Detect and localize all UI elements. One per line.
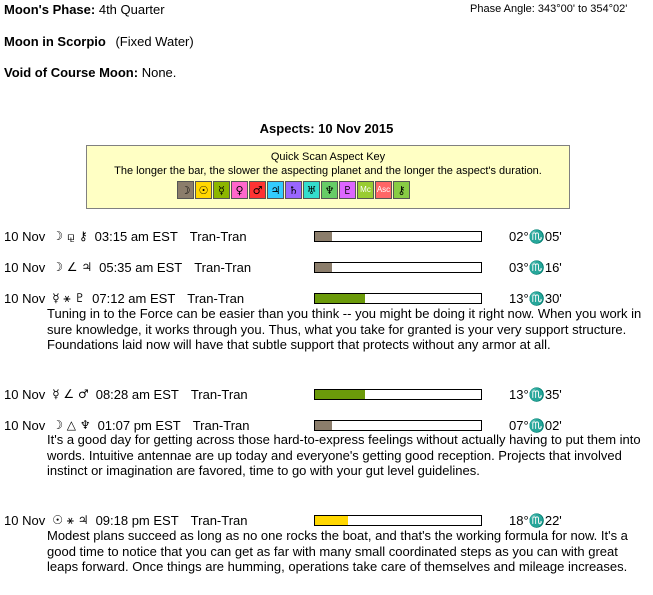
aspect-date: 10 Nov xyxy=(4,417,46,433)
aspect-duration-bar-fill xyxy=(315,232,332,241)
void-label: Void of Course Moon: xyxy=(4,65,139,80)
aspect-key-box xyxy=(86,145,570,209)
aspect-time: 05:35 am EST xyxy=(99,259,183,275)
aspect-position: 13°♏30' xyxy=(509,291,562,306)
aspect-date: 10 Nov xyxy=(4,290,46,306)
aspect-key-swatch: ⚷ xyxy=(393,181,410,199)
aspect-key-swatch: Mc xyxy=(357,181,374,199)
aspect-key-swatch: ♂ xyxy=(249,181,266,199)
aspect-key-swatch: ☉ xyxy=(195,181,212,199)
aspect-position: 03°♏16' xyxy=(509,260,562,275)
aspect-duration-bar xyxy=(314,515,482,526)
aspect-glyphs: ☽ ⚼ ⚷ xyxy=(52,228,88,243)
aspect-duration-bar xyxy=(314,420,482,431)
aspect-glyphs: ☿ ⚹ ♇ xyxy=(52,290,86,305)
aspect-date: 10 Nov xyxy=(4,386,46,402)
moon-phase xyxy=(4,2,165,17)
aspect-glyphs: ☽ ∠ ♃ xyxy=(52,260,93,274)
void-value: None. xyxy=(141,65,177,80)
aspect-position: 18°♏22' xyxy=(509,513,562,528)
aspect-row xyxy=(4,259,251,275)
aspect-type: Tran-Tran xyxy=(187,290,245,306)
aspect-interpretation: Modest plans succeed as long as no one rocks the boat, and that's the working formula for now. It's a good time to notice that you can get as far with many small coordinated steps as you can with great leaps forward. Once things are humming, operations take care of themselves and mileage increases. xyxy=(47,528,628,574)
aspect-key-swatch: ♄ xyxy=(285,181,302,199)
phase-angle-label: Phase Angle: xyxy=(470,3,535,15)
aspect-time: 01:07 pm EST xyxy=(97,417,181,433)
moon-sign-label: Moon in Scorpio xyxy=(4,34,106,49)
moon-phase-value: 4th Quarter xyxy=(98,2,165,17)
aspect-duration-bar-fill xyxy=(315,421,332,430)
aspect-duration-bar xyxy=(314,231,482,242)
aspect-key-swatch: ♇ xyxy=(339,181,356,199)
aspects-title: Aspects: 10 Nov 2015 xyxy=(259,121,394,136)
aspect-interpretation: Tuning in to the Force can be easier than you think -- you might be doing it right now. When you work in sure knowledge, it works through you. Thus, what you take for granted is your very support structure. Foundations laid now will have that subtle support that protects without any armor at all. xyxy=(47,306,642,352)
aspect-duration-bar-fill xyxy=(315,294,365,303)
phase-angle-value: 343°00' to 354°02' xyxy=(537,3,628,15)
aspect-duration-bar xyxy=(314,389,482,400)
aspect-row xyxy=(4,512,248,528)
aspect-position: 02°♏05' xyxy=(509,229,562,244)
aspect-key-swatch: ♆ xyxy=(321,181,338,199)
aspect-type: Tran-Tran xyxy=(192,417,250,433)
aspect-key-swatch: ♀ xyxy=(231,181,248,199)
aspect-type: Tran-Tran xyxy=(190,386,248,402)
aspect-row xyxy=(4,417,250,433)
aspect-key-swatch: ☿ xyxy=(213,181,230,199)
aspect-glyphs: ☿ ∠ ♂ xyxy=(52,387,89,401)
aspect-duration-bar-fill xyxy=(315,263,332,272)
aspect-date: 10 Nov xyxy=(4,259,46,275)
aspect-row xyxy=(4,290,244,306)
aspect-time: 03:15 am EST xyxy=(94,228,178,244)
aspect-glyphs: ☉ ⚹ ♃ xyxy=(52,512,89,527)
moon-sign-note: (Fixed Water) xyxy=(115,34,194,49)
aspect-type: Tran-Tran xyxy=(190,512,248,528)
aspect-interpretation: It's a good day for getting across those hard-to-express feelings without actually having to put them into words. Intuitive antennae are up today and everyone's getting good reception. Projects that involved instinct or imagination are favored, time to go with your gut level guidelines. xyxy=(47,432,641,478)
aspect-position: 07°♏02' xyxy=(509,418,562,433)
aspect-duration-bar-fill xyxy=(315,390,365,399)
aspect-type: Tran-Tran xyxy=(189,228,247,244)
aspect-duration-bar xyxy=(314,262,482,273)
aspect-key-swatch: ♃ xyxy=(267,181,284,199)
aspect-duration-bar xyxy=(314,293,482,304)
void-of-course xyxy=(4,65,176,80)
aspect-time: 09:18 pm EST xyxy=(95,512,179,528)
aspect-date: 10 Nov xyxy=(4,228,46,244)
moon-phase-label: Moon's Phase: xyxy=(4,2,96,17)
aspect-key-description: The longer the bar, the slower the aspecting planet and the longer the aspect's duration. xyxy=(114,165,542,177)
aspect-type: Tran-Tran xyxy=(194,259,252,275)
moon-sign xyxy=(4,34,194,49)
phase-angle xyxy=(470,3,627,15)
aspect-key-swatch: ♅ xyxy=(303,181,320,199)
aspect-glyphs: ☽ △ ♆ xyxy=(52,418,91,432)
aspect-time: 07:12 am EST xyxy=(92,290,176,306)
aspect-position: 13°♏35' xyxy=(509,387,562,402)
aspect-key-swatch: Asc xyxy=(375,181,392,199)
aspect-row xyxy=(4,228,247,244)
aspect-time: 08:28 am EST xyxy=(95,386,179,402)
aspect-key-swatches xyxy=(177,181,411,199)
aspect-date: 10 Nov xyxy=(4,512,46,528)
aspect-key-swatch: ☽ xyxy=(177,181,194,199)
aspect-row xyxy=(4,386,248,402)
aspect-duration-bar-fill xyxy=(315,516,348,525)
aspect-key-title: Quick Scan Aspect Key xyxy=(270,151,386,163)
